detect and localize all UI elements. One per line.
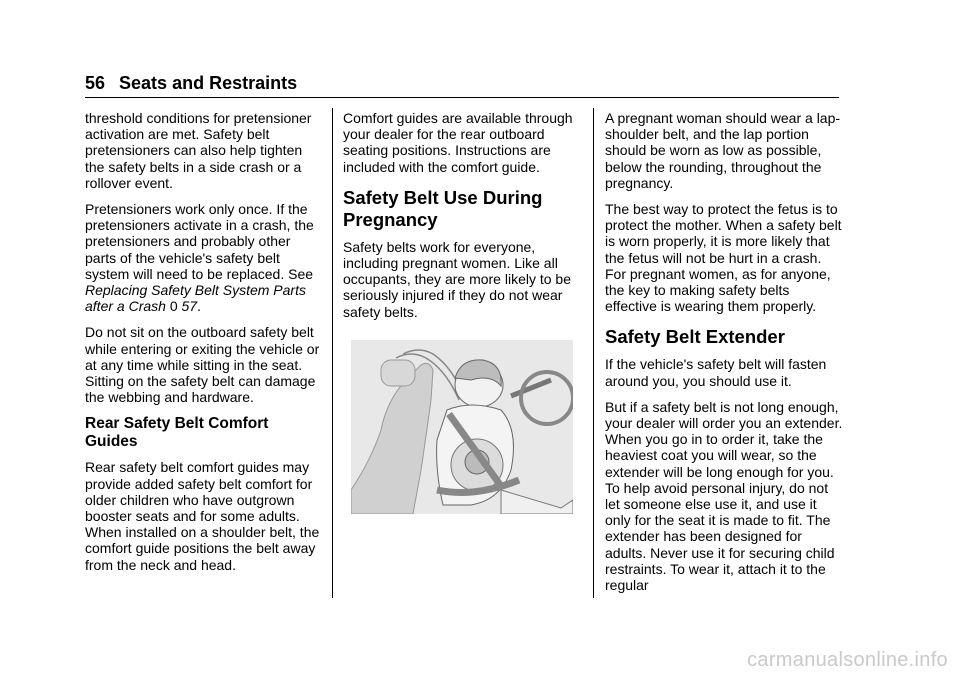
paragraph: But if a safety belt is not long enough, your dealer will order you an extender. When you go in to order it, take the heaviest coat you will wear, so the extender will be long enough for you. To help avoid personal injury, do not let someone else use it, and use it only for the seat it is made to fit. The extender has been designed for adults. Never use it for securing child restraints. To wear it, attach it to the regular bbox=[605, 398, 843, 594]
paragraph: threshold conditions for pretensioner activation are met. Safety belt pretensioners can also help tighten the safety belts in a side crash or a rollover event. bbox=[85, 110, 312, 191]
column-1 bbox=[85, 110, 321, 583]
paragraph: The best way to protect the fetus is to protect the mother. When a safety belt is worn properly, it is more likely that the fetus will not be hurt in a crash. For pregnant women, as for anyone, the key to making safety belts effective is wearing them properly. bbox=[605, 201, 842, 315]
header-rule bbox=[85, 97, 839, 98]
heading-pregnancy: Safety Belt Use During Pregnancy bbox=[343, 186, 543, 230]
page-number: 56 bbox=[85, 73, 106, 93]
paragraph: If the vehicle's safety belt will fasten around you, you should use it. bbox=[605, 356, 827, 389]
heading-belt-extender: Safety Belt Extender bbox=[605, 326, 785, 348]
paragraph: Do not sit on the outboard safety belt while entering or exiting the vehicle or at any time while sitting in the seat. Sitting on the safety belt can damage the webbing and hardware. bbox=[85, 324, 320, 406]
paragraph: Rear safety belt comfort guides may provide added safety belt comfort for older children who have outgrown booster seats and for some adults. When installed on a shoulder belt, the comfort guide positions the belt away from the neck and head. bbox=[85, 459, 320, 573]
paragraph: A pregnant woman should wear a lap-shoulder belt, and the lap portion should be worn as low as possible, below the rounding, throughout the pregnancy. bbox=[605, 110, 841, 191]
cross-reference-link[interactable]: Replacing Safety Belt System Parts after a Crash bbox=[85, 282, 306, 315]
watermark: carmanualsonline.info bbox=[747, 649, 948, 671]
paragraph bbox=[85, 201, 321, 314]
page-header bbox=[85, 72, 840, 94]
pregnant-woman-seatbelt-illustration bbox=[351, 340, 573, 514]
page-ref-number[interactable]: 57 bbox=[181, 298, 198, 315]
illustration-drawing bbox=[351, 340, 573, 514]
section-title: Seats and Restraints bbox=[119, 73, 298, 93]
paragraph: Comfort guides are available through your dealer for the rear outboard seating positions. Instructions are included with the comfort guide. bbox=[343, 110, 573, 175]
paragraph-end: . bbox=[197, 298, 201, 315]
column-divider-2 bbox=[593, 108, 594, 598]
column-divider-1 bbox=[332, 108, 333, 598]
heading-rear-comfort-guides: Rear Safety Belt Comfort Guides bbox=[85, 415, 269, 451]
column-2 bbox=[343, 110, 578, 514]
column-3 bbox=[605, 110, 843, 603]
paragraph: Safety belts work for everyone, including pregnant women. Like all occupants, they are more likely to be seriously injured if they do not wear safety belts. bbox=[343, 238, 572, 320]
paragraph-text: Pretensioners work only once. If the pretensioners activate in a crash, the pretensioners and probably other parts of the vehicle's safety belt system will need to be replaced. See bbox=[85, 201, 314, 282]
page-ref-arrow-icon: 0 bbox=[169, 298, 178, 315]
